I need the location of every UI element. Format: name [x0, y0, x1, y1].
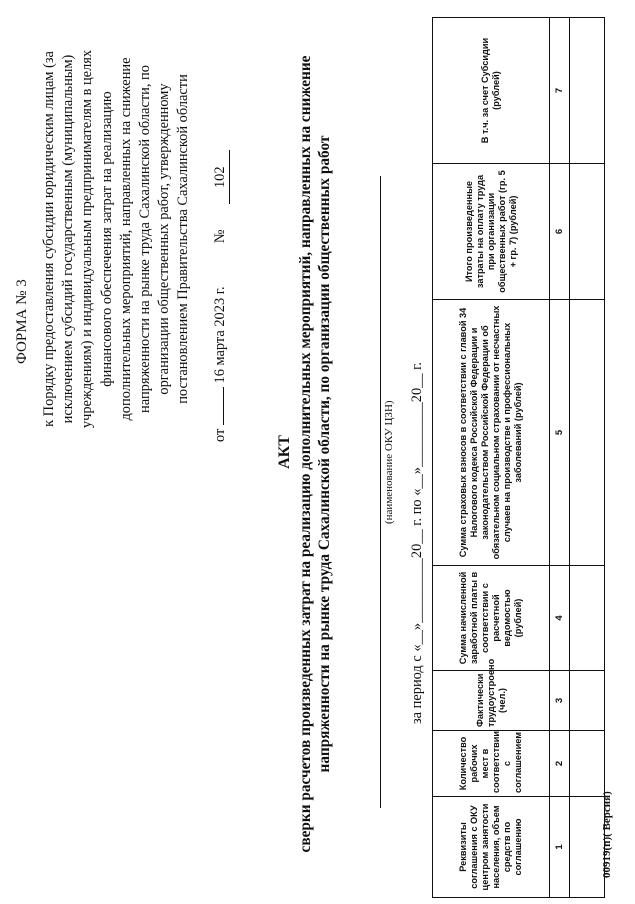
empty-cell — [570, 731, 605, 797]
header-salary: Сумма начисленной заработной платы в соответствии с расчетной ведомостью (рублей) — [433, 566, 550, 671]
column-number: 3 — [550, 671, 570, 731]
empty-cell — [570, 164, 605, 300]
czn-name-line — [380, 176, 381, 808]
order-date-line — [212, 150, 230, 442]
reconciliation-table — [432, 17, 605, 898]
empty-cell — [570, 300, 605, 566]
table-number-row — [550, 18, 570, 898]
order-date-prefix: от — [212, 428, 228, 442]
version-code: 00919(п)( Версия) — [601, 791, 613, 878]
column-number: 1 — [550, 797, 570, 898]
order-reference: к Порядку предоставления субсидии юридическим лицам (за исключением субсидий государственным (муниципальным) учреждениям) и индивидуальным предпринимателям в целях финансового обеспечения затрат на реализацию дополнительных мероприятий, направленных на снижение напряженности на рынке труда Сахалинской области, по организации общественных работ, утвержденному постановлением Правительства Сахалинской области — [41, 49, 192, 429]
czn-name-label: (наименование ОКУ ЦЗН) — [383, 400, 395, 524]
header-workplaces: Количество рабочих мест в соответствии с соглашением — [433, 731, 550, 797]
column-number: 5 — [550, 300, 570, 566]
order-number-sign: № — [212, 229, 228, 244]
act-subtitle: сверки расчетов произведенных затрат на реализацию дополнительных мероприятий, направленных на снижение напряженности на рынке труда Сахалинской области, по организации общественных работ — [297, 55, 333, 853]
column-number: 2 — [550, 731, 570, 797]
form-number: ФОРМА № 3 — [14, 279, 30, 364]
column-number: 7 — [550, 18, 570, 164]
header-total: Итого произведенные затраты на оплату труда при организации общественных работ (гр. 5 + гр. 7) (рублей) — [433, 164, 550, 300]
empty-cell — [570, 566, 605, 671]
empty-cell — [570, 18, 605, 164]
empty-cell — [570, 671, 605, 731]
order-date: 16 марта 2023 г. — [212, 286, 228, 384]
header-employed: Фактически трудоустроено (чел.) — [433, 671, 550, 731]
header-agreement: Реквизиты соглашения с ОКУ центром занятости населения, объем средств по соглашению — [433, 797, 550, 898]
header-subsidy: В т.ч. за счет Субсидии (рублей) — [433, 18, 550, 164]
header-insurance: Сумма страховых взносов в соответствии с главой 34 Налогового кодекса Российской Федерации и законодательством Российской Федерации об обязательном социальном страховании от несчастных случаев на производстве и профессиональных заболеваний (рублей) — [433, 300, 550, 566]
order-number: 102 — [212, 150, 230, 204]
column-number: 4 — [550, 566, 570, 671]
table-empty-row — [570, 18, 605, 898]
period-line: за период с «__»_________20__ г. по «__»_________20__ г. — [409, 361, 425, 724]
act-title: АКТ — [276, 435, 293, 469]
table-header-row — [433, 18, 550, 898]
empty-cell — [570, 797, 605, 898]
column-number: 6 — [550, 164, 570, 300]
